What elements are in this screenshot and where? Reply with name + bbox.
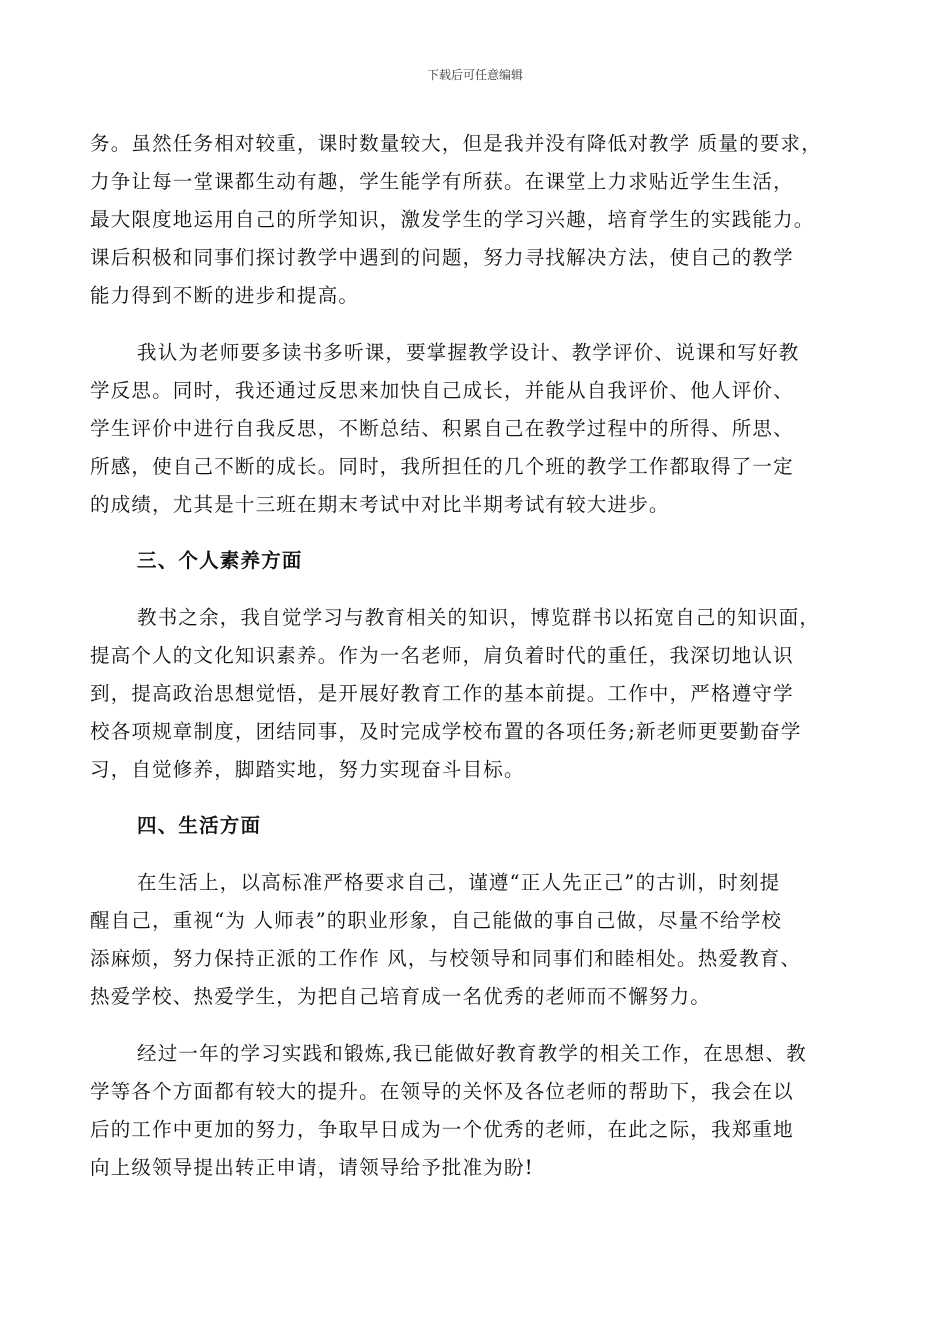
- paragraph-line: 校各项规章制度，团结同事，及时完成学校布置的各项任务;新老师更要勤奋学: [90, 720, 802, 743]
- paragraph-line: 的成绩，尤其是十三班在期末考试中对比半期考试有较大进步。: [90, 493, 670, 516]
- paragraph-line: 教书之余，我自觉学习与教育相关的知识，博览群书以拓宽自己的知识面，: [137, 606, 821, 629]
- paragraph-line: 学生评价中进行自我反思，不断总结、积累自己在教学过程中的所得、所思、: [90, 417, 794, 440]
- paragraph-line: 后的工作中更加的努力，争取早日成为一个优秀的老师，在此之际，我郑重地: [90, 1118, 794, 1141]
- paragraph-line: 热爱学校、热爱学生，为把自己培育成一名优秀的老师而不懈努力。: [90, 985, 712, 1008]
- section-heading: 四、生活方面: [137, 814, 262, 837]
- paragraph-line: 习，自觉修养，脚踏实地，努力实现奋斗目标。: [90, 758, 525, 781]
- paragraph-line: 到，提高政治思想觉悟，是开展好教育工作的基本前提。工作中，严格遵守学: [90, 682, 794, 705]
- page-header: 下载后可任意编辑: [426, 68, 523, 82]
- paragraph-line: 我认为老师要多读书多听课，要掌握教学设计、教学评价、说课和写好教: [137, 341, 800, 364]
- paragraph-line: 醒自己，重视“为 人师表”的职业形象，自己能做的事自己做，尽量不给学校: [90, 909, 783, 932]
- paragraph-line: 课后积极和同事们探讨教学中遇到的问题，努力寻找解决方法，使自己的教学: [90, 246, 794, 269]
- paragraph-line: 学等各个方面都有较大的提升。在领导的关怀及各位老师的帮助下，我会在以: [90, 1080, 794, 1103]
- paragraph-line: 最大限度地运用自己的所学知识，激发学生的学习兴趣，培育学生的实践能力。: [90, 208, 815, 231]
- paragraph-line: 能力得到不断的进步和提高。: [90, 284, 360, 307]
- paragraph-line: 经过一年的学习实践和锻炼,我已能做好教育教学的相关工作，在思想、教: [137, 1042, 807, 1065]
- paragraph-line: 所感，使自己不断的成长。同时，我所担任的几个班的教学工作都取得了一定: [90, 455, 794, 478]
- paragraph-line: 务。虽然任务相对较重，课时数量较大，但是我并没有降低对教学 质量的要求，: [90, 132, 822, 155]
- paragraph-line: 学反思。同时，我还通过反思来加快自己成长，并能从自我评价、他人评价、: [90, 379, 794, 402]
- paragraph-line: 提高个人的文化知识素养。作为一名老师，肩负着时代的重任，我深切地认识: [90, 644, 794, 667]
- paragraph-line: 力争让每一堂课都生动有趣，学生能学有所获。在课堂上力求贴近学生生活，: [90, 170, 794, 193]
- paragraph-line: 在生活上，以高标准严格要求自己，谨遵“正人先正己”的古训，时刻提: [137, 871, 781, 894]
- paragraph-line: 向上级领导提出转正申请，请领导给予批准为盼!: [90, 1156, 534, 1179]
- paragraph-line: 添麻烦，努力保持正派的工作作 风，与校领导和同事们和睦相处。热爱教育、: [90, 947, 802, 970]
- section-heading: 三、个人素养方面: [137, 549, 303, 572]
